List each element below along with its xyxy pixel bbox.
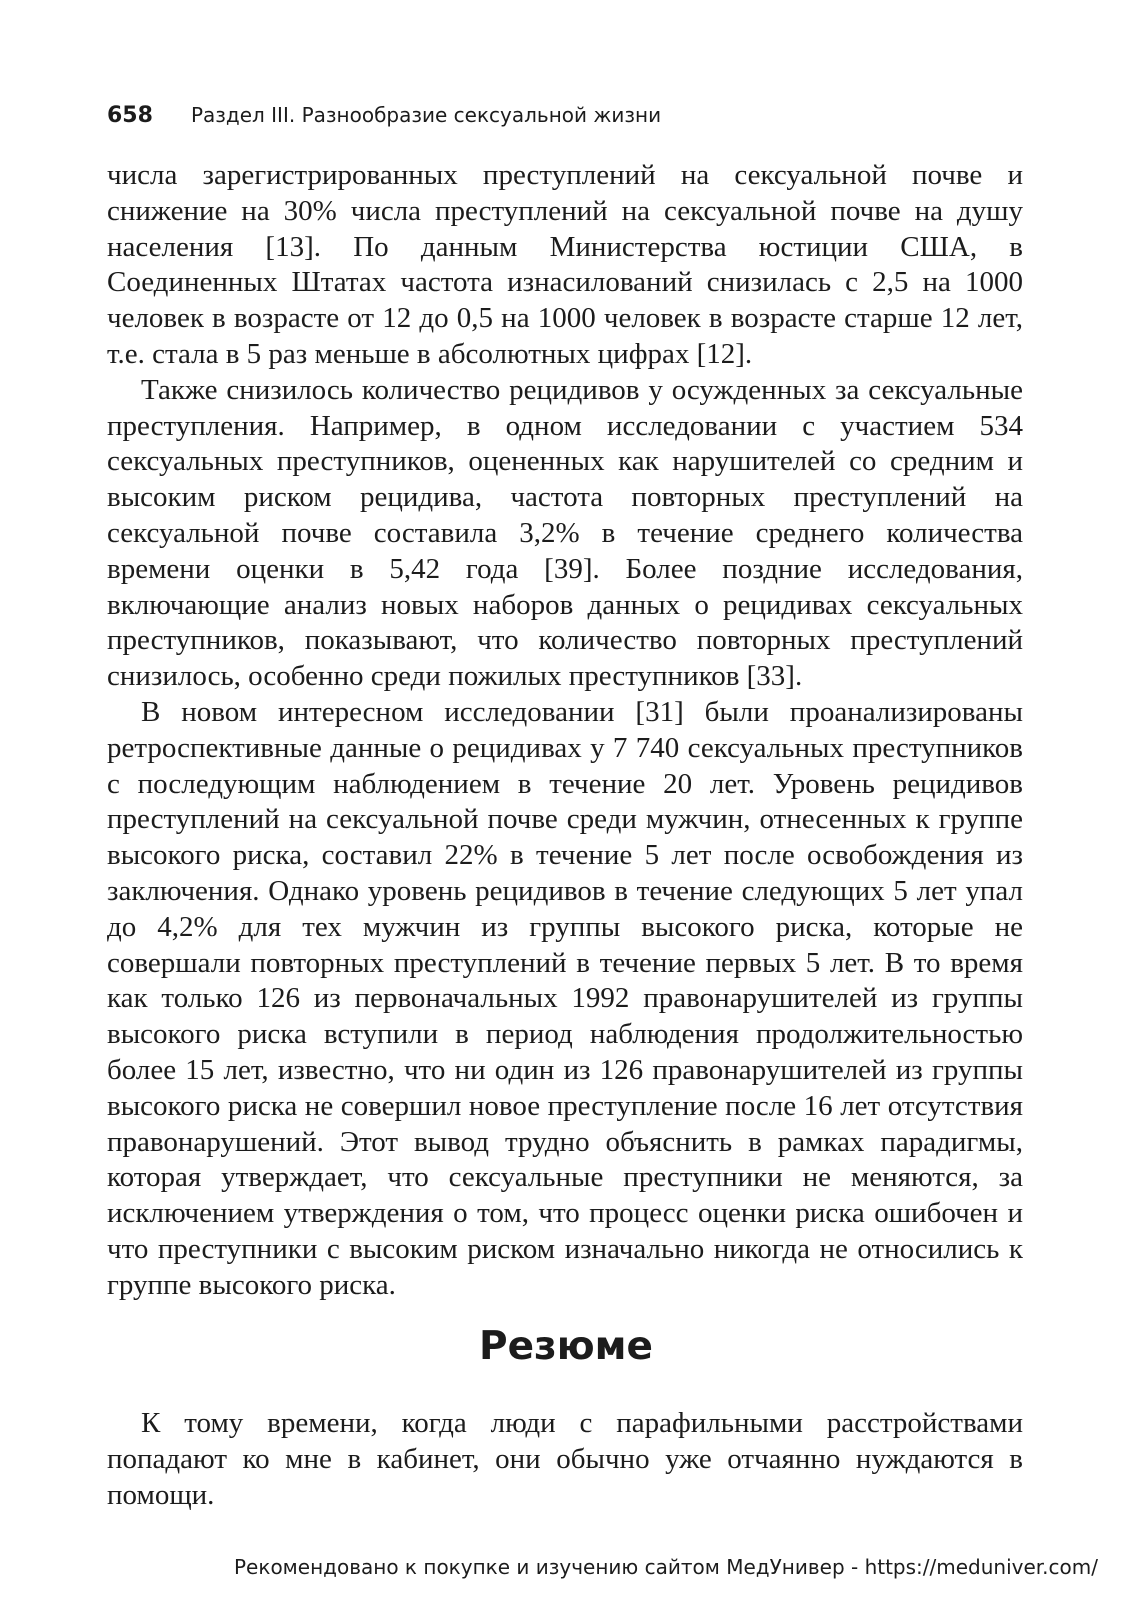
watermark-footer: Рекомендовано к покупке и изучению сайтом МедУнивер - https://meduniver.com/ (234, 1555, 1098, 1579)
body-text (107, 158, 1023, 1304)
summary-heading: Резюме (479, 1324, 653, 1369)
running-head (107, 103, 661, 128)
section-title: Раздел III. Разнообразие сексуальной жизни (190, 103, 662, 127)
paragraph-1: числа зарегистрированных преступлений на сексуальной почве и снижение на 30% числа преступлений на сексуальной почве на душу населения [13]. По данным Министерства юстиции США, в Соединенных Штатах частота изнасилований снизилась с 2,5 на 1000 человек в возрасте от 12 до 0,5 на 1000 человек в возрасте старше 12 лет, т.е. стала в 5 раз меньше в абсолютных цифрах [12]. (107, 159, 1023, 370)
summary-paragraph: К тому времени, когда люди с парафильными расстройствами попадают ко мне в кабинет, они обычно уже отчаянно нуждаются в помощи. (107, 1407, 1023, 1511)
paragraph-2: Также снизилось количество рецидивов у осужденных за сексуальные преступления. Например, в одном исследовании с участием 534 сексуальных преступников, оцененных как нарушителей со средним и высоким риском рецидива, частота повторных преступлений на сексуальной почве составила 3,2% в течение среднего количества времени оценки в 5,42 года [39]. Более поздние исследования, включающие анализ новых наборов данных о рецидивах сексуальных преступников, показывают, что количество повторных преступлений снизилось, особенно среди пожилых преступников [33]. (107, 373, 1023, 693)
summary-text (107, 1406, 1023, 1513)
page-number: 658 (107, 103, 153, 128)
paragraph-3: В новом интересном исследовании [31] были проанализированы ретроспективные данные о рецидивах у 7 740 сексуальных преступников с последующим наблюдением в течение 20 лет. Уровень рецидивов преступлений на сексуальной почве среди мужчин, отнесенных к группе высокого риска, составил 22% в течение 5 лет после освобождения из заключения. Однако уровень рецидивов в течение следующих 5 лет упал до 4,2% для тех мужчин из группы высокого риска, которые не совершали повторных преступлений в течение первых 5 лет. В то время как только 126 из первоначальных 1992 правонарушителей из группы высокого риска вступили в период наблюдения продолжительностью более 15 лет, известно, что ни один из 126 правонарушителей из группы высокого риска не совершил новое преступление после 16 лет отсутствия правонарушений. Этот вывод трудно объяснить в рамках парадигмы, которая утверждает, что сексуальные преступники не меняются, за исключением утверждения о том, что процесс оценки риска ошибочен и что преступники с высоким риском изначально никогда не относились к группе высокого риска. (107, 695, 1023, 1301)
